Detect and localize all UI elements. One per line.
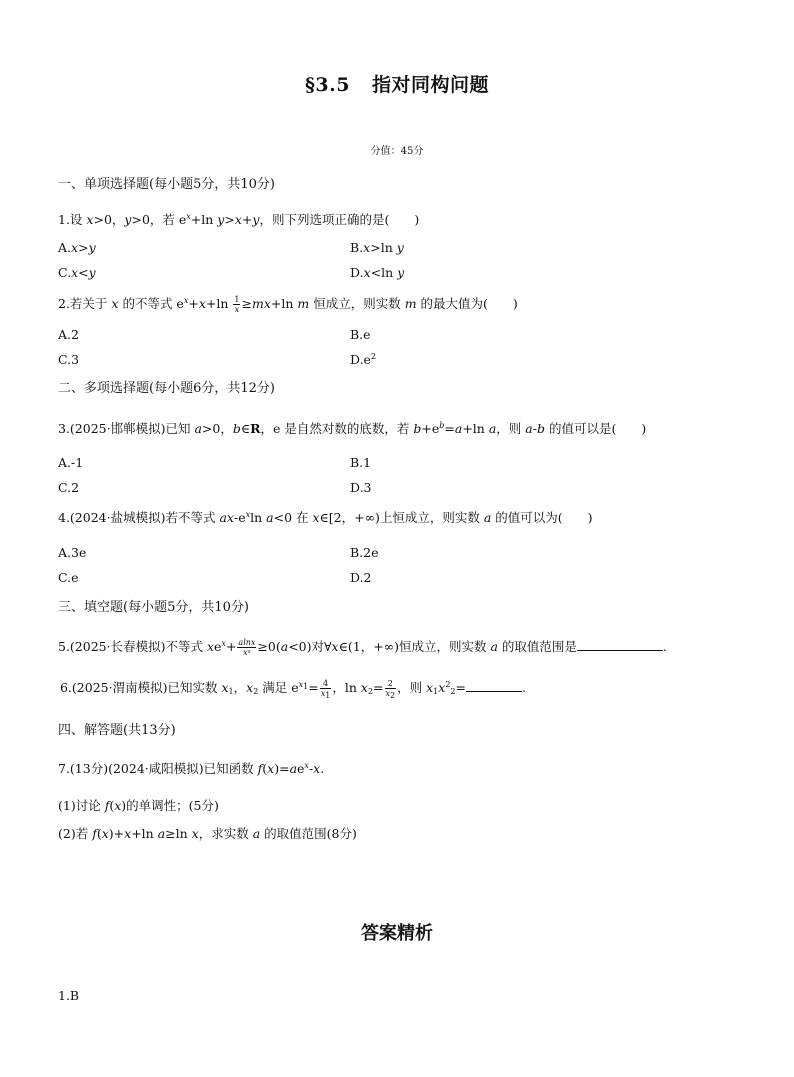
page-title <box>0 76 794 94</box>
answer-blank-5 <box>577 638 663 651</box>
answer-1: 1.B <box>58 988 80 1003</box>
question-2-option-a: A.2 <box>58 327 79 342</box>
question-4-option-d: D.2 <box>350 570 372 585</box>
answers-title: 答案精析 <box>361 923 433 944</box>
question-3-option-c: C.2 <box>58 480 80 495</box>
section-number: §3.5 <box>304 74 350 96</box>
question-3-option-b: B.1 <box>350 455 372 470</box>
question-1-option-a: A.x>y <box>58 240 96 255</box>
question-2-option-c: C.3 <box>58 352 80 367</box>
score-line: 分值：45分 <box>370 146 424 157</box>
question-6: 6.(2025·渭南模拟)已知实数 $x_1$，$x_2$ 满足 $e^{x_1}=$ $\frac{4}{x_1}$ ，$\ln x_2=$ $\frac{2}{x_2}$ ，则 $x_1x^2_2=$ . <box>60 679 526 700</box>
question-4: 4.(2024·盐城模拟)若不等式 $ax-e^x\ln$ a<0 在 x∈[2，+∞)上恒成立，则实数 a 的值可以为( ) <box>58 510 593 525</box>
question-1-option-c: C.x<y <box>58 265 96 280</box>
question-1: 1.设 x>0，y>0，若 $e^x+\ln$ y>x+y，则下列选项正确的是( ) <box>58 212 420 227</box>
question-3-option-a: A.-1 <box>58 455 84 470</box>
question-7-part-1: (1)讨论 f(x)的单调性；(5分) <box>58 798 219 813</box>
question-2-option-b: B.e <box>350 327 371 342</box>
question-2: 2.若关于 x 的不等式 $e^x+x+\ln$ $\frac{1}{x}$ ≥mx+ln m 恒成立，则实数 m 的最大值为( ) <box>58 295 518 314</box>
fraction-2-over-x2: $\frac{2}{x_2}$ <box>385 679 396 700</box>
section-title: 指对同构问题 <box>371 74 489 96</box>
question-7: 7.(13分)(2024·咸阳模拟)已知函数 $f(x)=ae^x-x$. <box>58 761 325 776</box>
question-1-option-b: B.x>ln y <box>350 240 404 255</box>
question-2-option-d: $D.e^2$ <box>350 352 377 367</box>
question-4-option-c: C.e <box>58 570 79 585</box>
question-4-option-a: A.3e <box>58 545 87 560</box>
section-heading-solution: 四、解答题(共13分) <box>58 723 176 738</box>
question-5: 5.(2025·长春模拟)不等式 $xe^x+$ $\frac{alnx}{\text{xᵃ}}$ ≥0(a<0)对∀x∈(1，+∞)恒成立，则实数 a 的取值范围是 . <box>58 638 667 657</box>
answer-blank-6 <box>466 679 522 692</box>
question-1-option-d: D.x<ln y <box>350 265 405 280</box>
question-3: 3.(2025·邯郸模拟)已知 a>0，b∈R，e 是自然对数的底数，若 $b+e^b=a+\ln$ a，则 a-b 的值可以是( ) <box>58 421 647 436</box>
question-4-option-b: B.2e <box>350 545 379 560</box>
fraction-alnx-over-xa: $\frac{alnx}{\text{xᵃ}}$ <box>238 638 256 657</box>
question-7-part-2: (2)若 f(x)+x+ln a≥ln x，求实数 a 的取值范围(8分) <box>58 826 357 841</box>
section-heading-multiple-choice: 二、多项选择题(每小题6分，共12分) <box>58 381 275 396</box>
section-heading-single-choice: 一、单项选择题(每小题5分，共10分) <box>58 177 275 192</box>
fraction-1-over-x: $\frac{1}{x}$ <box>234 295 240 314</box>
question-3-option-d: D.3 <box>350 480 372 495</box>
fraction-4-over-x1: $\frac{4}{x_1}$ <box>320 679 331 700</box>
section-heading-fill-in: 三、填空题(每小题5分，共10分) <box>58 600 249 615</box>
